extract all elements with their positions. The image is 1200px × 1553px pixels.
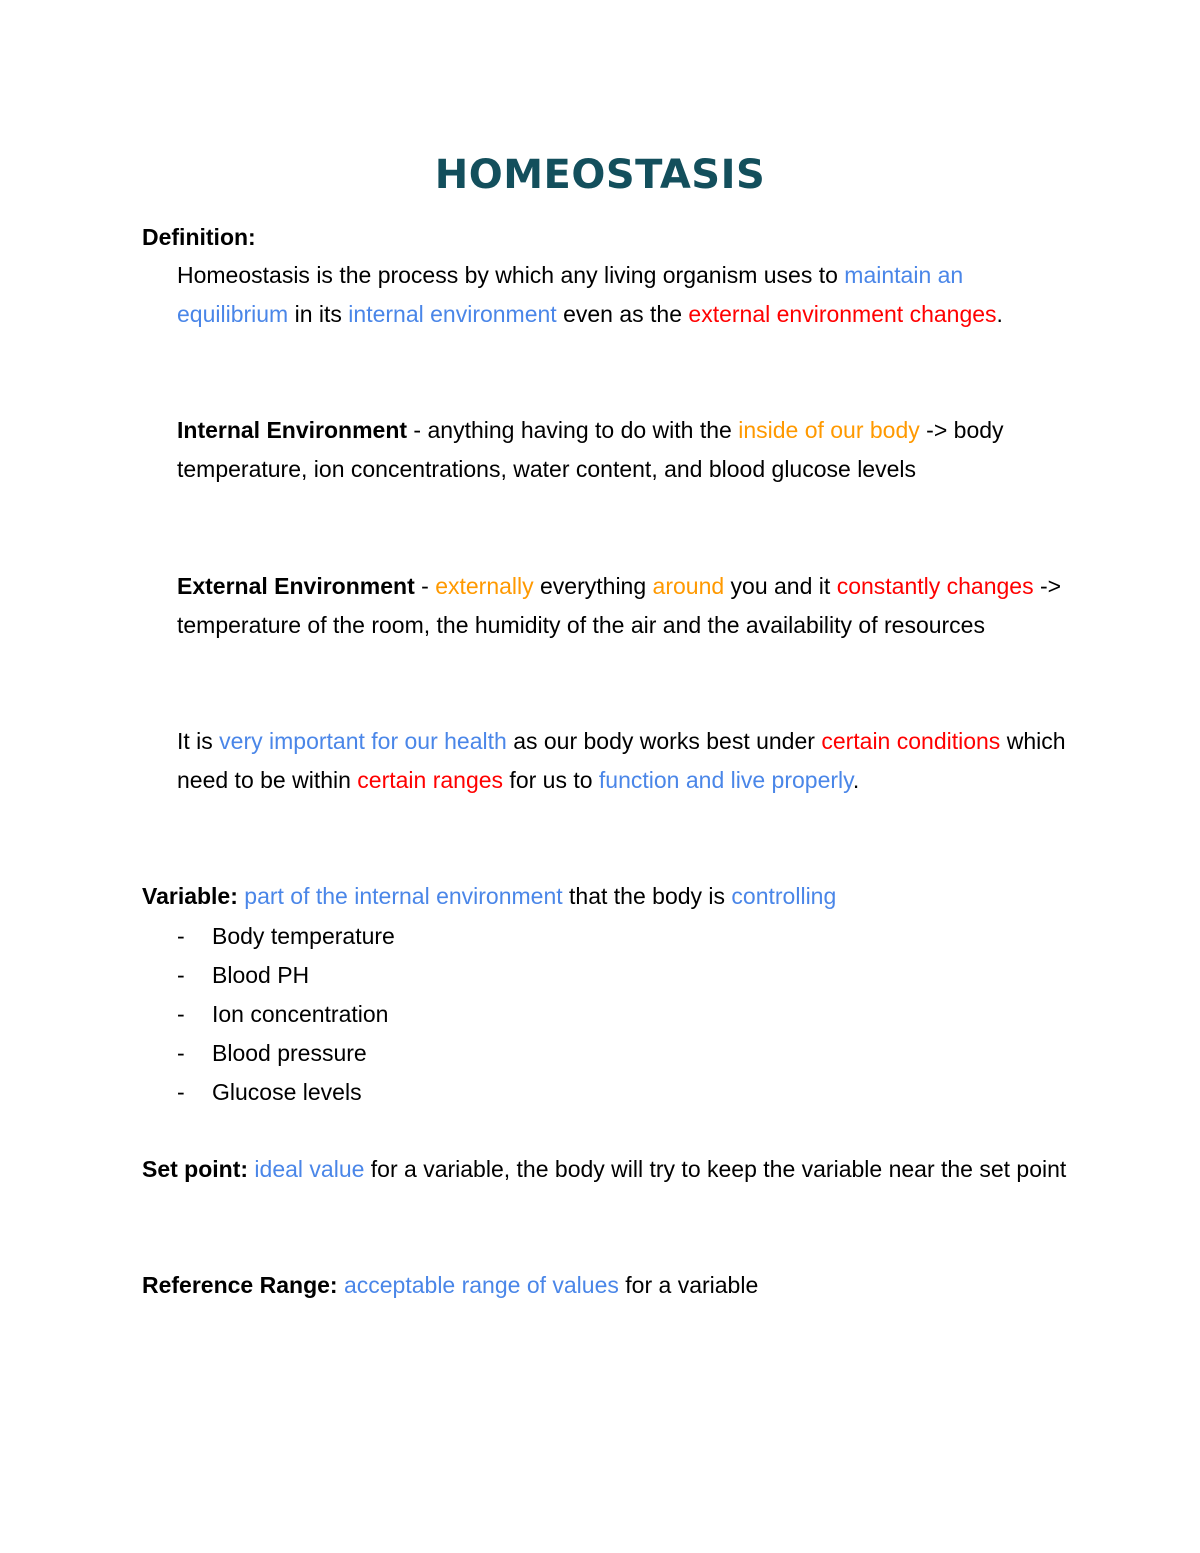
- bullet-dash: -: [177, 962, 185, 988]
- text: Homeostasis is the process by which any living organism uses to: [177, 262, 845, 288]
- text: everything: [533, 573, 653, 599]
- list-item: [177, 1034, 395, 1073]
- highlight: part of the internal environment: [237, 883, 563, 909]
- set-point-label: Set point:: [142, 1156, 249, 1182]
- list-item: [177, 1073, 395, 1112]
- reference-range-label: Reference Range:: [142, 1272, 338, 1298]
- highlight: inside of our body: [738, 417, 920, 443]
- definition-paragraph: [177, 256, 1067, 334]
- text: as our body works best under: [506, 728, 822, 754]
- text: which need to be within: [177, 728, 1066, 793]
- list-item: [177, 995, 395, 1034]
- text: - anything having to do with the: [407, 417, 739, 443]
- bullet-dash: -: [177, 1079, 185, 1105]
- list-item: [177, 917, 395, 956]
- list-item-text: Body temperature: [212, 923, 395, 949]
- highlight: ideal value: [248, 1156, 365, 1182]
- highlight: internal environment: [348, 301, 557, 327]
- variable-label: Variable:: [142, 883, 238, 909]
- page-title: HOMEOSTASIS: [434, 152, 766, 198]
- internal-environment-paragraph: [177, 411, 1067, 489]
- external-environment-label: External Environment: [177, 573, 415, 599]
- text: for a variable, the body will try to keep the variable near the set point: [364, 1156, 1067, 1182]
- highlight: externally: [435, 573, 534, 599]
- external-environment-paragraph: [177, 567, 1067, 645]
- text: -: [414, 573, 436, 599]
- reference-range-paragraph: [142, 1266, 758, 1305]
- text: for us to: [503, 767, 599, 793]
- highlight: controlling: [731, 883, 837, 909]
- definition-heading: [142, 218, 256, 257]
- text: -> temperature of the room, the humidity of the air and the availability of resources: [177, 573, 1062, 638]
- highlight: external environment changes: [688, 301, 997, 327]
- highlight: constantly changes: [836, 573, 1034, 599]
- definition-label: Definition:: [142, 224, 256, 250]
- list-item-text: Glucose levels: [212, 1079, 362, 1105]
- text: .: [996, 301, 1003, 327]
- text: -> body temperature, ion concentrations, water content, and blood glucose levels: [177, 417, 1004, 482]
- list-item-text: Blood PH: [212, 962, 310, 988]
- bullet-dash: -: [177, 1040, 185, 1066]
- highlight: maintain an equilibrium: [177, 262, 964, 327]
- text: for a variable: [618, 1272, 759, 1298]
- importance-paragraph: [177, 722, 1067, 800]
- set-point-paragraph: [142, 1150, 1067, 1189]
- bullet-dash: -: [177, 1001, 185, 1027]
- internal-environment-label: Internal Environment: [177, 417, 408, 443]
- text: that the body is: [562, 883, 732, 909]
- highlight: acceptable range of values: [337, 1272, 619, 1298]
- list-item-text: Ion concentration: [212, 1001, 389, 1027]
- list-item-text: Blood pressure: [212, 1040, 367, 1066]
- text: .: [852, 767, 860, 793]
- highlight: certain conditions: [821, 728, 1001, 754]
- list-item: [177, 956, 395, 995]
- bullet-dash: -: [177, 923, 185, 949]
- highlight: certain ranges: [357, 767, 504, 793]
- text: in its: [288, 301, 349, 327]
- highlight: very important for our health: [219, 728, 507, 754]
- highlight: around: [652, 573, 725, 599]
- variable-list: [177, 917, 395, 1112]
- text: It is: [177, 728, 220, 754]
- text: even as the: [556, 301, 689, 327]
- text: you and it: [724, 573, 837, 599]
- variable-heading: [142, 877, 836, 916]
- highlight: function and live properly: [598, 767, 853, 793]
